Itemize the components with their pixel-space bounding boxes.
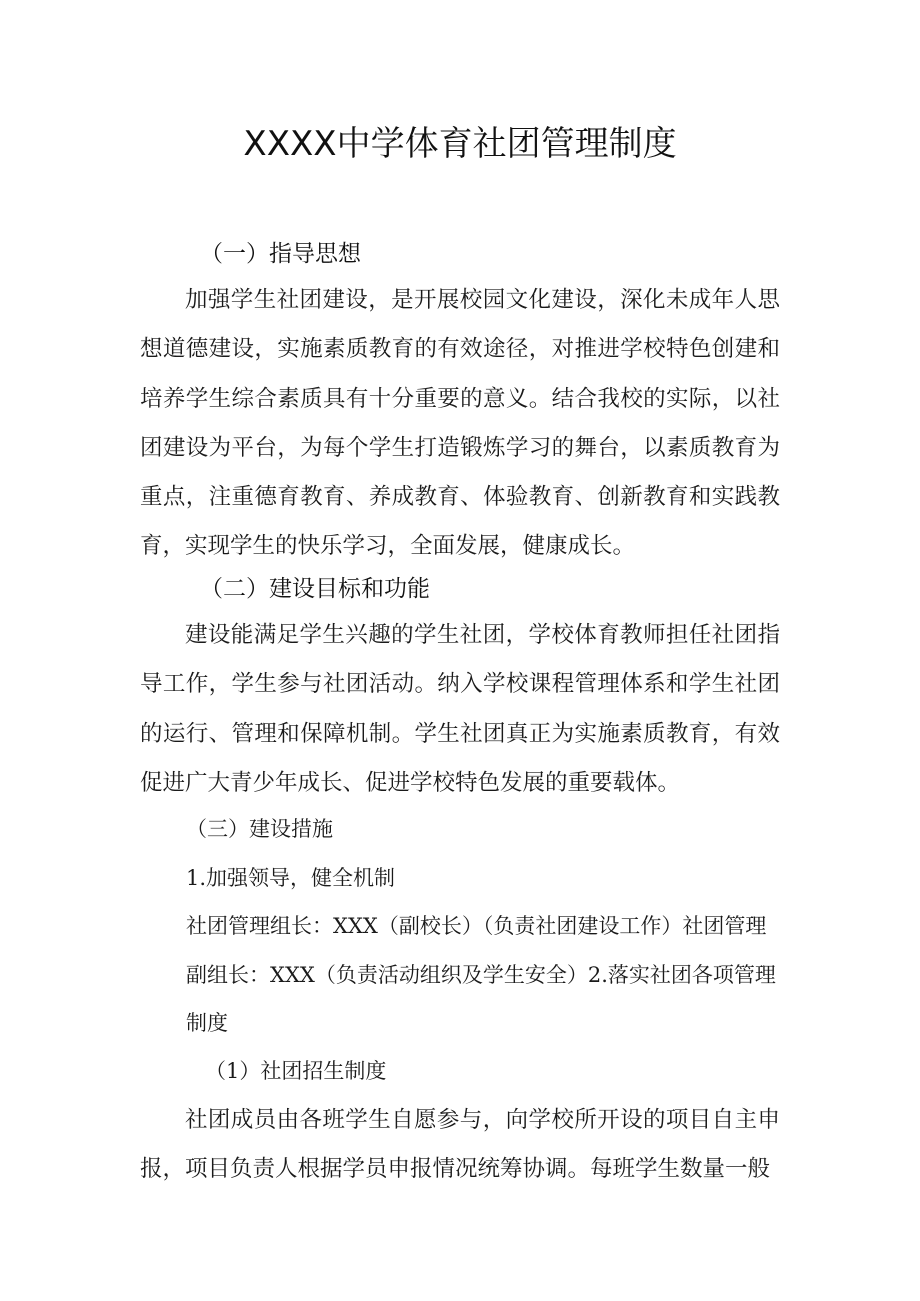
section-heading-guiding-ideology: （一）指导思想	[200, 241, 361, 267]
subsection-heading-enrollment: （1）社团招生制度	[205, 1059, 387, 1083]
document-title: XXXX中学体育社团管理制度	[243, 124, 677, 164]
leadership-roster-text: 社团管理组长：XXX（副校长）（负责社团建设工作）社团管理副组长：XXX（负责活动组织及学生安全）2.落实社团各项管理制度	[186, 914, 776, 1035]
section-paragraph-goals-functions: 建设能满足学生兴趣的学生社团，学校体育教师担任社团指导工作，学生参与社团活动。纳入学校课程管理体系和学生社团的运行、管理和保障机制。学生社团真正为实施素质教育，有效促进广大青少年成长、促进学校特色发展的重要载体。	[140, 622, 780, 796]
section-heading-measures: （三）建设措施	[186, 817, 333, 841]
measure-item-leadership: 1.加强领导，健全机制	[186, 866, 396, 890]
section-paragraph-guiding-ideology: 加强学生社团建设，是开展校园文化建设，深化未成年人思想道德建设，实施素质教育的有效途径，对推进学校特色创建和培养学生综合素质具有十分重要的意义。结合我校的实际，以社团建设为平台，为每个学生打造锻炼学习的舞台，以素质教育为重点，注重德育教育、养成教育、体验教育、创新教育和实践教育，实现学生的快乐学习，全面发展，健康成长。	[140, 287, 780, 560]
section-heading-goals-functions: （二）建设目标和功能	[200, 576, 430, 602]
subsection-paragraph-enrollment: 社团成员由各班学生自愿参与，向学校所开设的项目自主申报，项目负责人根据学员申报情况统筹协调。每班学生数量一般	[140, 1107, 780, 1183]
